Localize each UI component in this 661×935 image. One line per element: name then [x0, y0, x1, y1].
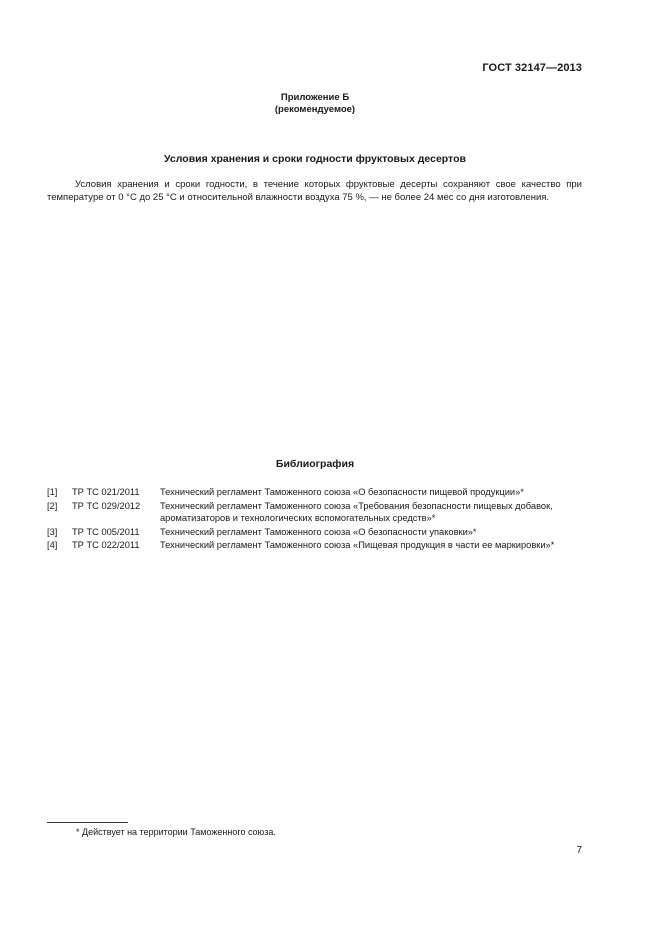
- bibliography-item: [47, 526, 587, 539]
- document-code: ГОСТ 32147—2013: [482, 62, 582, 74]
- bibliography-item-title: Технический регламент Таможенного союза «Пищевая продукция в части ее маркировки»*: [160, 540, 555, 550]
- bibliography-item-code: ТР ТС 029/2012: [72, 500, 141, 511]
- footnote-divider: [47, 822, 128, 823]
- annex-title-block: [0, 92, 630, 116]
- bibliography-item-number: [4]: [47, 540, 58, 550]
- bibliography-heading: Библиография: [275, 458, 355, 470]
- bibliography-item-number: [1]: [47, 487, 58, 497]
- annex-title: Приложение Б: [280, 92, 350, 103]
- body-paragraph: Условия хранения и сроки годности, в течение которых фруктовые десерты сохраняют свое качество при температуре от 0 °С до 25 °С и относительной влажности воздуха 75 %, — не более 24 мес со дня изготовления.: [47, 179, 582, 203]
- bibliography-item-number: [3]: [47, 526, 58, 537]
- bibliography-item-code: ТР ТС 005/2011: [72, 526, 140, 537]
- bibliography-item-code: ТР ТС 022/2011: [72, 540, 140, 550]
- bibliography-item-title: Технический регламент Таможенного союза «О безопасности пищевой продукции»*: [160, 487, 524, 497]
- bibliography-item-title: Технический регламент Таможенного союза «О безопасности упаковки»*: [160, 526, 477, 537]
- bibliography-item: [47, 486, 587, 499]
- bibliography-item-title: Технический регламент Таможенного союза «Требования безопасности пищевых добавок, ароматизаторов и технологических вспомогательных средств»*: [160, 500, 553, 523]
- annex-status: (рекомендуемое): [274, 104, 356, 115]
- bibliography-list: [47, 486, 587, 553]
- bibliography-item: [47, 539, 587, 552]
- section-heading: Условия хранения и сроки годности фруктовых десертов: [164, 153, 466, 165]
- bibliography-item-code: ТР ТС 021/2011: [72, 487, 140, 497]
- bibliography-item: [47, 500, 587, 525]
- bibliography-item-number: [2]: [47, 500, 58, 511]
- page-number: 7: [576, 845, 582, 856]
- footnote: * Действует на территории Таможенного союза.: [76, 827, 276, 837]
